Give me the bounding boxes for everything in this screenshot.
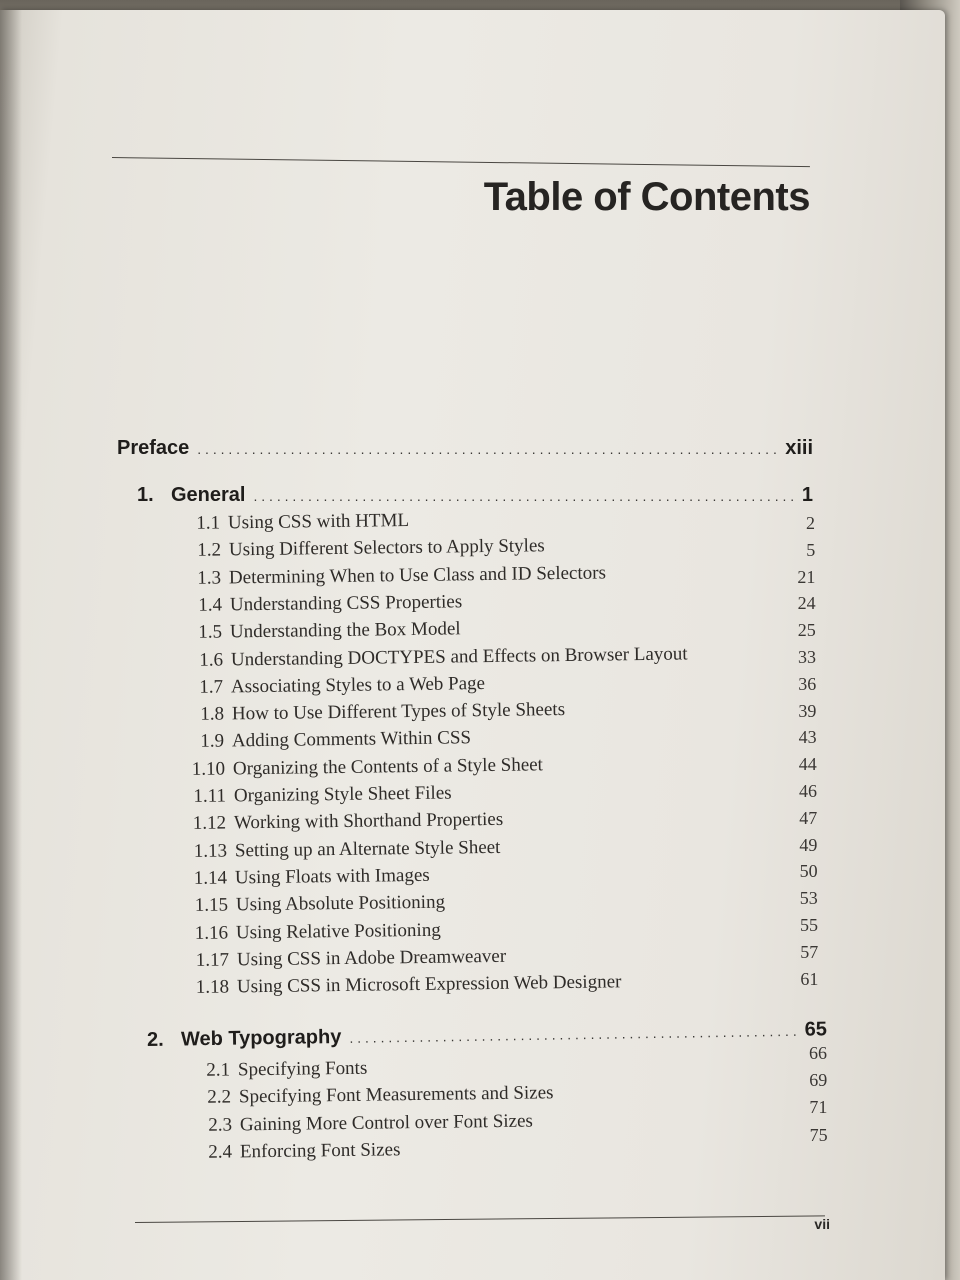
section-page-number: 46 (799, 781, 817, 801)
section-page-number: 33 (798, 647, 816, 667)
toc-section-entry (180, 510, 409, 535)
toc-section-entry (192, 1139, 401, 1164)
section-title: Using Different Selectors to Apply Styles (228, 535, 545, 561)
toc-chapter-1 (137, 484, 813, 507)
toc-section-entry (188, 892, 445, 917)
section-number: 1.17 (195, 949, 229, 971)
toc-section-entry (186, 836, 500, 862)
preface-label: Preface (117, 437, 190, 459)
toc-section-entry (186, 809, 503, 835)
section-page-number: 69 (809, 1070, 828, 1091)
section-number: 1.18 (195, 976, 230, 999)
section-number: 1.7 (199, 676, 224, 698)
toc-section-entry (188, 919, 441, 944)
toc-section-entry (185, 754, 543, 781)
toc-section-entry (190, 1058, 368, 1082)
chapter-number: 1. (137, 484, 154, 506)
section-page-number: 25 (797, 620, 816, 641)
section-number: 1.4 (197, 594, 222, 616)
page-gutter-shadow (0, 10, 22, 1280)
section-page-number: 39 (798, 700, 817, 721)
section-number: 2.1 (206, 1059, 231, 1081)
section-title: Determining When to Use Class and ID Selectors (228, 562, 607, 588)
section-number: 1.12 (192, 812, 227, 835)
section-title: Using Floats with Images (234, 864, 431, 889)
section-title: Associating Styles to a Web Page (231, 672, 486, 698)
toc-section-entry (187, 865, 430, 890)
section-title: Specifying Font Measurements and Sizes (238, 1082, 554, 1108)
section-page-number: 36 (798, 673, 817, 694)
section-number: 1.16 (194, 921, 229, 944)
section-number: 1.10 (191, 758, 226, 780)
section-number: 1.1 (196, 512, 221, 534)
section-page-number: 53 (799, 888, 818, 909)
toc-section-entry (183, 673, 485, 699)
dot-leader (349, 1023, 797, 1046)
section-title: Enforcing Font Sizes (240, 1139, 401, 1163)
section-title: Adding Comments Within CSS (232, 727, 472, 752)
section-number: 1.5 (198, 621, 223, 643)
section-page-number: 5 (806, 539, 816, 560)
section-page-number: 57 (800, 941, 819, 962)
section-page-number: 49 (799, 834, 818, 855)
section-title: Using Absolute Positioning (235, 891, 445, 916)
chapter-number: 2. (146, 1028, 164, 1051)
chapter-title: General (171, 484, 246, 506)
section-title: How to Use Different Types of Style Sheets (231, 699, 566, 725)
section-page-number: 24 (797, 593, 816, 614)
section-page-number: 75 (809, 1124, 828, 1145)
preface-page: xiii (785, 437, 813, 459)
section-number: 1.11 (192, 785, 226, 807)
section-title: Specifying Fonts (237, 1057, 368, 1081)
section-page-number: 44 (798, 754, 817, 775)
section-title: Gaining More Control over Font Sizes (239, 1110, 533, 1135)
toc-section-entry (189, 946, 506, 972)
chapter-page: 65 (804, 1018, 828, 1041)
section-number: 1.2 (196, 539, 221, 562)
toc-section-entry (182, 619, 461, 645)
section-title: Organizing the Contents of a Style Sheet (232, 754, 543, 780)
chapter-page: 1 (801, 484, 813, 506)
dot-leader (253, 488, 793, 504)
section-page-number: 43 (798, 727, 817, 748)
section-page-number: 50 (799, 861, 818, 882)
section-number: 1.8 (199, 703, 224, 725)
section-title: Using CSS in Microsoft Expression Web Designer (237, 971, 622, 998)
toc-section-entry (191, 1110, 532, 1136)
section-number: 1.6 (198, 648, 223, 671)
dot-leader (197, 441, 777, 457)
section-number: 1.15 (194, 894, 228, 917)
section-number: 1.9 (200, 730, 225, 753)
toc-section-entry (184, 728, 471, 754)
toc-section-entry (185, 783, 451, 808)
toc-section-entry (181, 591, 461, 617)
section-title: Setting up an Alternate Style Sheet (234, 836, 501, 861)
section-page-number: 66 (809, 1043, 827, 1063)
section-page-number: 2 (806, 513, 815, 533)
section-number: 1.14 (193, 867, 228, 889)
section-title: Using CSS with HTML (227, 510, 410, 534)
section-page-number: 55 (800, 915, 818, 935)
section-page-number: 61 (800, 968, 819, 989)
section-title: Understanding the Box Model (230, 618, 461, 643)
section-title: Using Relative Positioning (236, 919, 442, 943)
section-title: Using CSS in Adobe Dreamweaver (236, 945, 507, 971)
section-number: 2.2 (206, 1086, 231, 1109)
section-page-number: 47 (799, 807, 818, 828)
section-title: Understanding CSS Properties (229, 591, 462, 616)
section-title: Organizing Style Sheet Files (233, 782, 452, 807)
section-page-number: 21 (797, 566, 816, 587)
section-page-number: 71 (809, 1097, 828, 1118)
section-title: Working with Shorthand Properties (233, 809, 504, 834)
toc-preface (117, 437, 813, 460)
page-folio: vii (814, 1216, 830, 1232)
section-number: 1.13 (193, 840, 227, 862)
section-number: 2.3 (207, 1114, 232, 1136)
page-title: Table of Contents (483, 175, 810, 219)
section-number: 1.3 (197, 567, 222, 589)
chapter-title: Web Typography (180, 1025, 342, 1051)
section-title: Understanding DOCTYPES and Effects on Browser Layout (230, 642, 688, 670)
section-number: 2.4 (208, 1141, 233, 1163)
